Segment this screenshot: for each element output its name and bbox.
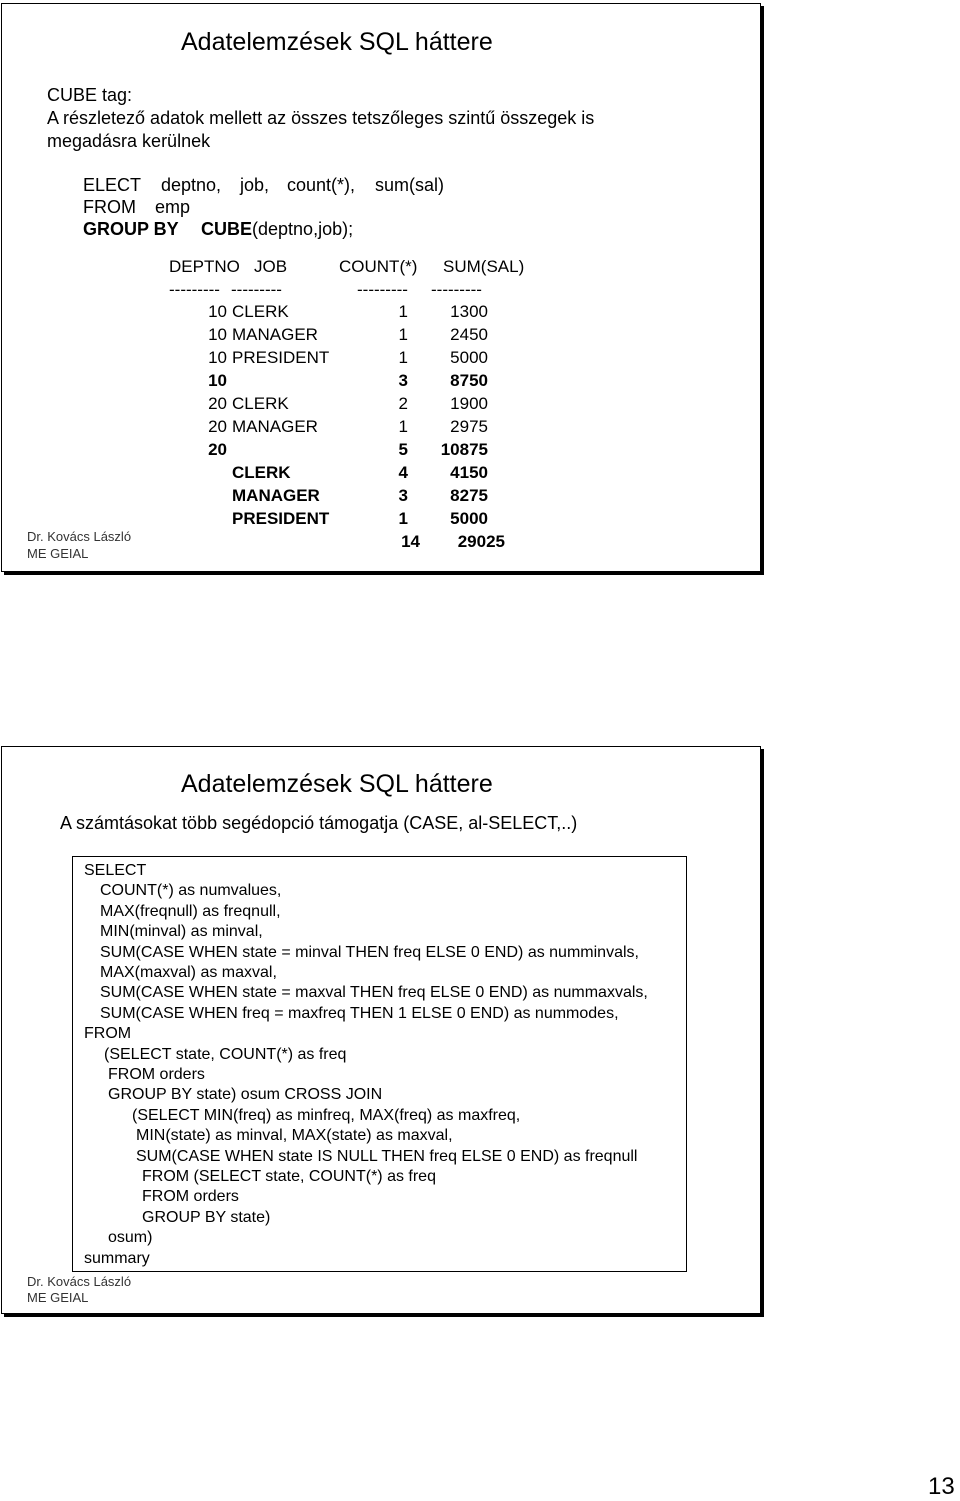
cell-count: 14 xyxy=(401,532,420,551)
author-name: Dr. Kovács László xyxy=(27,1274,132,1289)
cell-deptno: 20 xyxy=(208,440,227,459)
sql-line: GROUP BY state) osum CROSS JOIN xyxy=(108,1086,383,1104)
query-keyword: ELECT xyxy=(83,175,142,195)
intro-line-1: CUBE tag: xyxy=(47,85,133,105)
sql-line: SUM(CASE WHEN state = minval THEN freq ELSE 0 END) as numminvals, xyxy=(100,943,639,961)
intro-line-2: A részletező adatok mellett az összes tetszőleges szintű összegek is xyxy=(47,108,595,128)
cell-deptno: 10 xyxy=(208,325,227,344)
cell-job: CLERK xyxy=(232,302,289,321)
cell-job: PRESIDENT xyxy=(232,348,330,367)
query-cube-keyword: CUBE xyxy=(201,219,253,239)
cell-sum: 2975 xyxy=(450,417,488,436)
sql-line: FROM orders xyxy=(142,1188,239,1206)
page-number: 13 xyxy=(928,1473,955,1500)
column-header-job: JOB xyxy=(254,257,288,276)
sql-line: FROM orders xyxy=(108,1066,205,1083)
slide-2-subtitle: A számtásokat több segédopció támogatja (CASE, al-SELECT,..) xyxy=(60,813,578,833)
query-keyword: GROUP BY xyxy=(83,219,179,239)
query-column: deptno, xyxy=(161,175,222,195)
column-header-deptno: DEPTNO xyxy=(169,257,240,276)
separator: --------- xyxy=(357,280,408,299)
sql-line: SUM(CASE WHEN state = maxval THEN freq ELSE 0 END) as nummaxvals, xyxy=(100,984,648,1002)
cell-sum: 2450 xyxy=(450,325,488,344)
cell-sum: 1900 xyxy=(450,394,488,413)
cell-sum: 1300 xyxy=(450,302,488,321)
column-header-count: COUNT(*) xyxy=(339,257,418,276)
sql-line: (SELECT state, COUNT(*) as freq xyxy=(104,1045,347,1063)
sql-line: summary xyxy=(84,1249,150,1267)
cell-deptno: 10 xyxy=(208,302,227,321)
cell-count: 1 xyxy=(398,509,408,528)
query-table: emp xyxy=(155,197,191,217)
query-column: sum(sal) xyxy=(375,175,445,195)
separator: --------- xyxy=(431,280,482,299)
query-keyword: FROM xyxy=(83,197,136,217)
query-column: job, xyxy=(240,175,270,195)
cell-count: 1 xyxy=(398,302,408,321)
sql-line: SELECT xyxy=(84,862,147,879)
cell-job: MANAGER xyxy=(232,486,320,505)
sql-line: SUM(CASE WHEN freq = maxfreq THEN 1 ELSE 0 END) as nummodes, xyxy=(100,1004,619,1022)
cell-sum: 5000 xyxy=(450,348,488,367)
organization: ME GEIAL xyxy=(27,1290,89,1305)
cell-sum: 5000 xyxy=(450,509,488,528)
cell-count: 3 xyxy=(398,486,408,505)
slide-2-title: Adatelemzések SQL háttere xyxy=(181,770,493,798)
cell-job: CLERK xyxy=(232,394,289,413)
sql-line: FROM (SELECT state, COUNT(*) as freq xyxy=(142,1168,436,1185)
cell-count: 1 xyxy=(398,325,408,344)
cell-job: MANAGER xyxy=(232,417,318,436)
sql-line: FROM xyxy=(84,1025,132,1043)
cell-sum: 29025 xyxy=(457,532,505,551)
sql-line: COUNT(*) as numvalues, xyxy=(100,882,282,900)
organization: ME GEIAL xyxy=(27,546,89,561)
cell-job: CLERK xyxy=(232,463,291,482)
cell-sum: 8750 xyxy=(450,371,488,390)
cell-deptno: 10 xyxy=(208,371,227,390)
cell-count: 3 xyxy=(398,371,408,390)
sql-line: MIN(state) as minval, MAX(state) as maxval, xyxy=(136,1127,453,1145)
slide-1-title: Adatelemzések SQL háttere xyxy=(181,28,493,56)
sql-line: SUM(CASE WHEN state IS NULL THEN freq ELSE 0 END) as freqnull xyxy=(136,1147,638,1165)
cell-sum: 4150 xyxy=(450,463,488,482)
intro-line-3: megadásra kerülnek xyxy=(47,131,211,151)
sql-line: MAX(freqnull) as freqnull, xyxy=(100,902,281,920)
sql-line: (SELECT MIN(freq) as minfreq, MAX(freq) as maxfreq, xyxy=(132,1106,521,1124)
cell-count: 5 xyxy=(398,440,408,459)
cell-count: 2 xyxy=(398,394,408,413)
sql-line: MIN(minval) as minval, xyxy=(100,923,263,941)
column-header-sum: SUM(SAL) xyxy=(443,257,525,276)
cell-job: MANAGER xyxy=(232,325,318,344)
query-cube-clause xyxy=(201,218,353,241)
sql-line: osum) xyxy=(108,1229,153,1247)
query-column: count(*), xyxy=(287,175,356,195)
sql-line: MAX(maxval) as maxval, xyxy=(100,964,277,981)
cell-deptno: 20 xyxy=(208,417,227,436)
cell-sum: 10875 xyxy=(440,440,488,459)
sql-line: GROUP BY state) xyxy=(142,1208,271,1226)
cell-job: PRESIDENT xyxy=(232,509,330,528)
cell-deptno: 20 xyxy=(208,394,227,413)
cell-count: 1 xyxy=(398,417,408,436)
separator: --------- xyxy=(169,280,220,299)
cell-count: 1 xyxy=(398,348,408,367)
query-cube-args: (deptno,job); xyxy=(252,219,354,239)
author-name: Dr. Kovács László xyxy=(27,529,132,544)
cell-sum: 8275 xyxy=(450,486,488,505)
cell-count: 4 xyxy=(398,463,408,482)
cell-deptno: 10 xyxy=(208,348,227,367)
separator: --------- xyxy=(231,280,282,299)
